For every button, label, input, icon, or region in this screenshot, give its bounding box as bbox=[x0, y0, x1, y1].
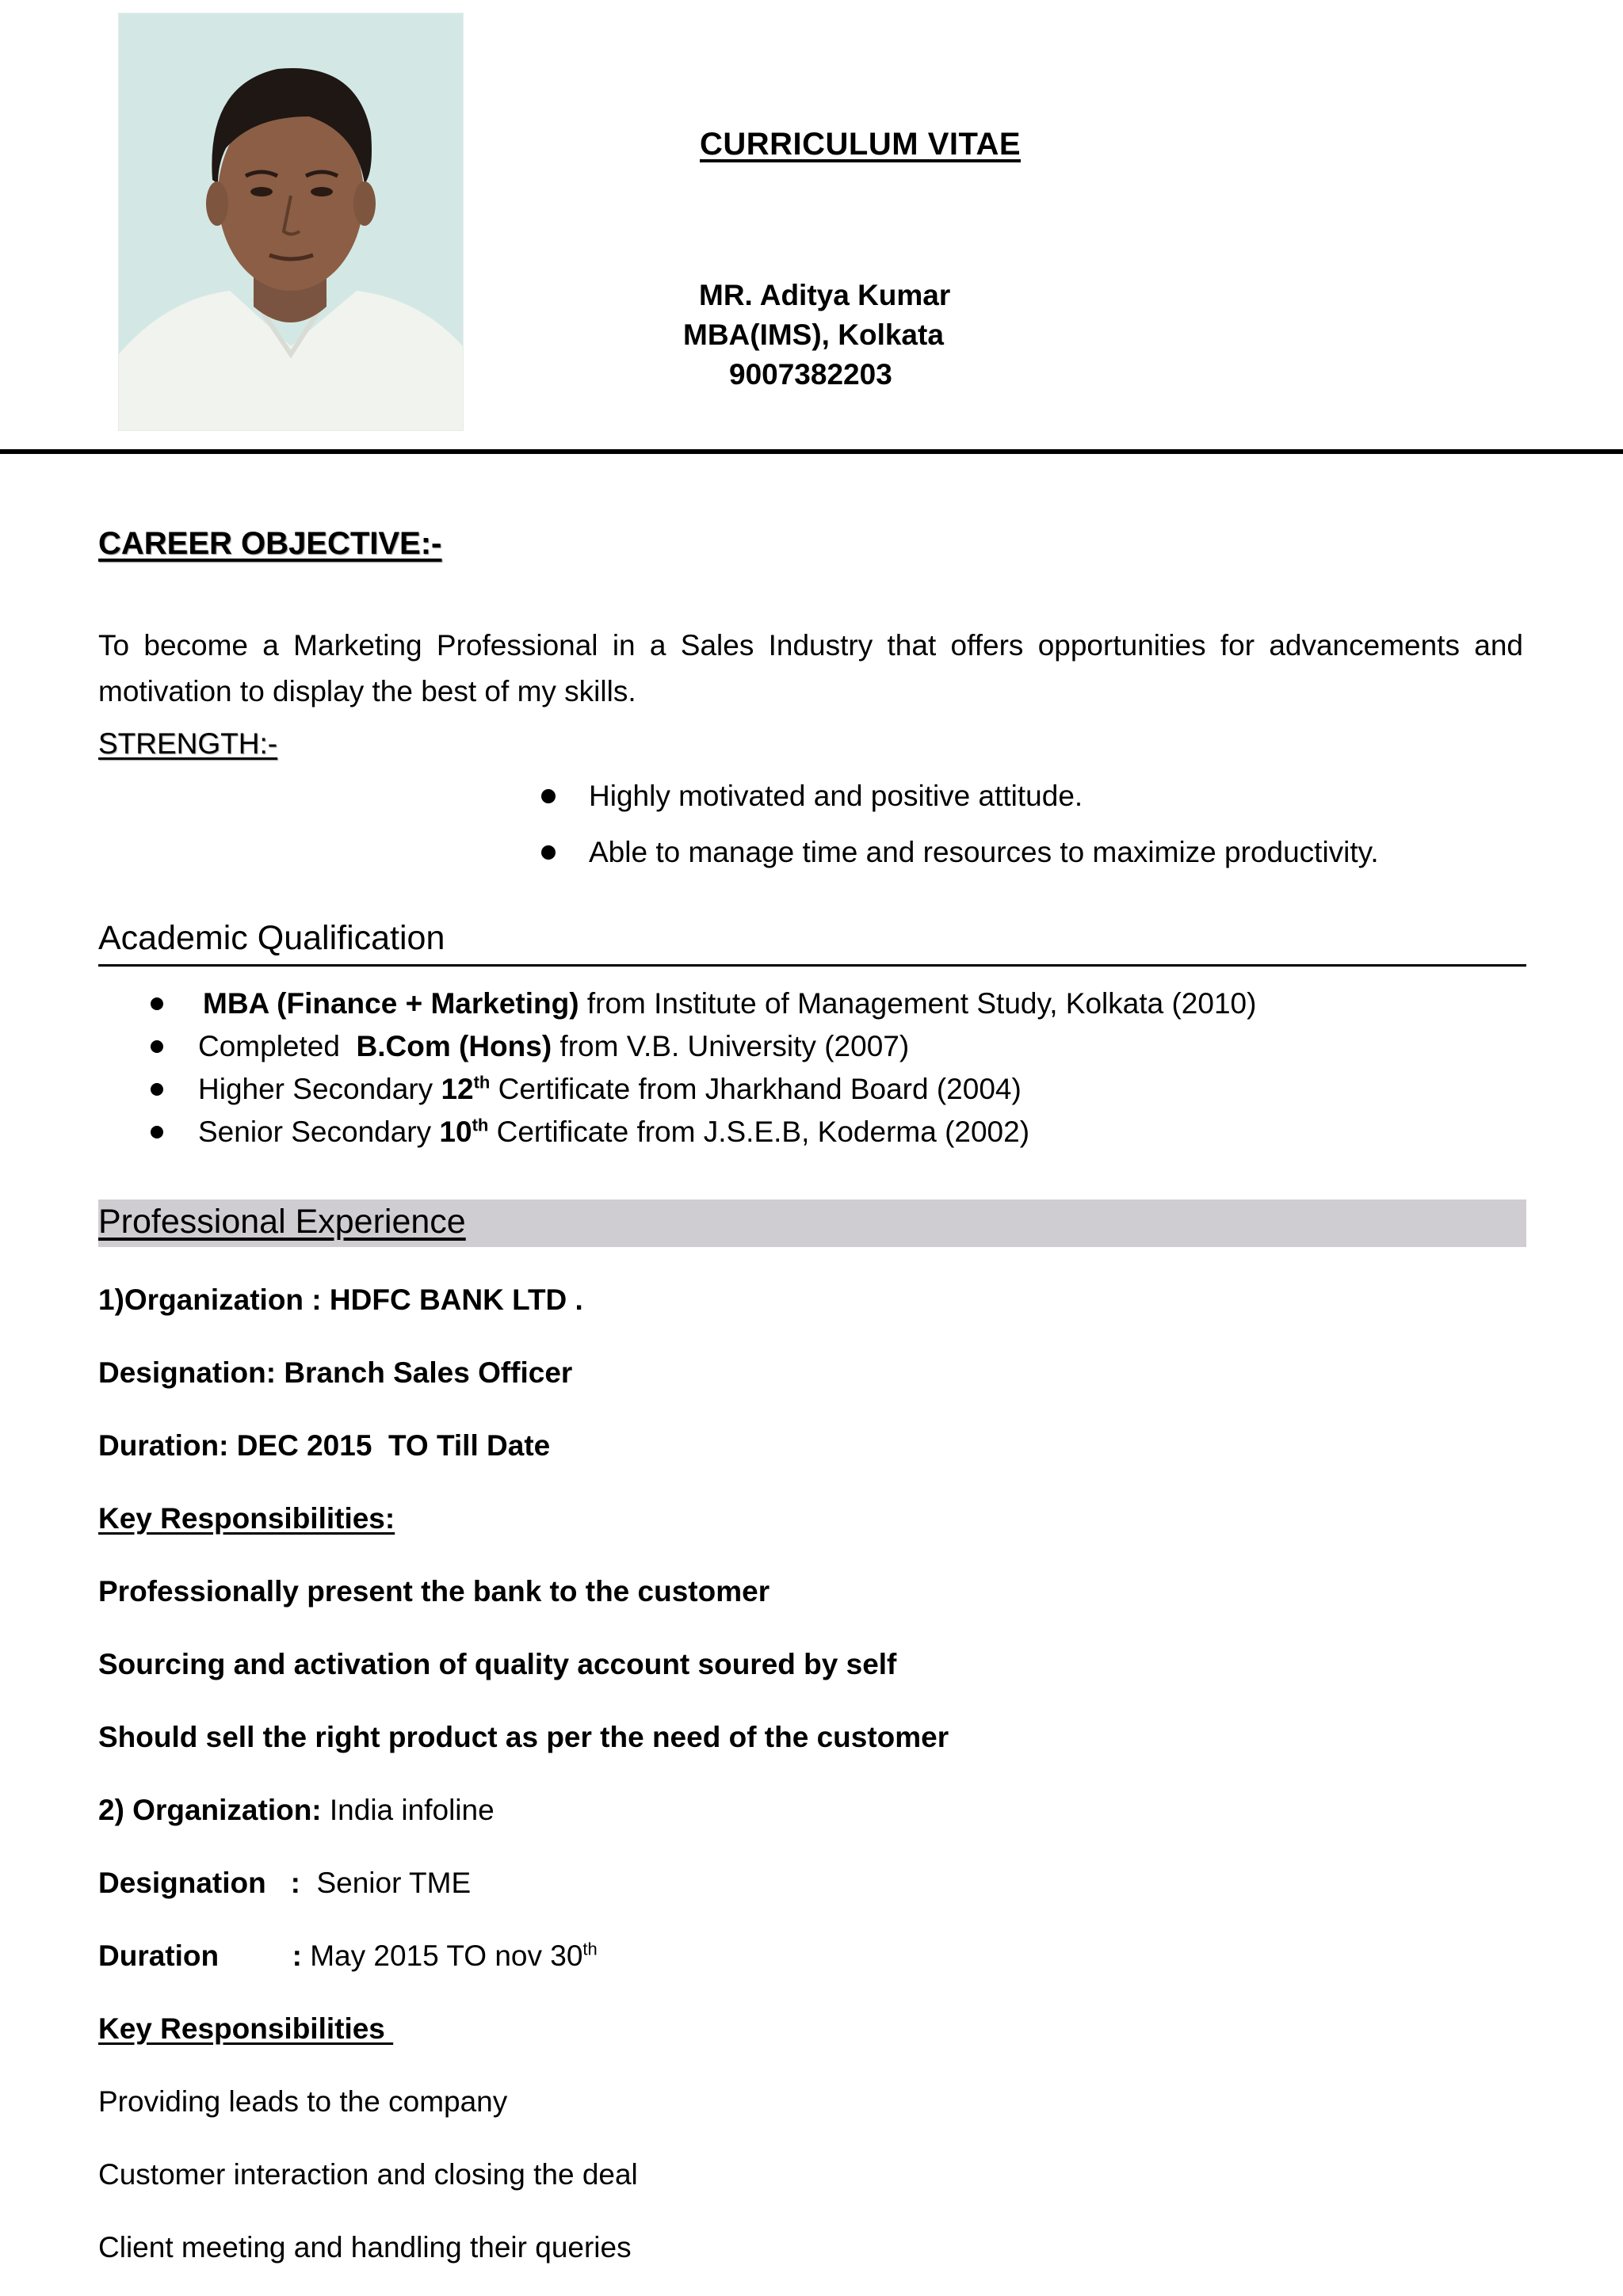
job2-responsibility: Customer interaction and closing the deal bbox=[98, 2158, 638, 2191]
academic-item bbox=[151, 1116, 1029, 1149]
strength-item bbox=[541, 836, 1379, 869]
experience-heading: Professional Experience bbox=[98, 1203, 466, 1241]
academic-detail: Certificate from Jharkhand Board (2004) bbox=[490, 1073, 1022, 1105]
job2-organization bbox=[98, 1794, 495, 1827]
document-title: CURRICULUM VITAE bbox=[700, 127, 1022, 162]
job1-duration: Duration: DEC 2015 TO Till Date bbox=[98, 1429, 551, 1462]
job2-duration bbox=[98, 1939, 598, 1973]
job2-designation-value: Senior TME bbox=[300, 1867, 472, 1899]
academic-grade-suffix: th bbox=[473, 1072, 491, 1093]
bullet-icon bbox=[151, 1083, 163, 1096]
academic-degree: B.Com (Hons) bbox=[356, 1030, 552, 1062]
candidate-degree: MBA(IMS), Kolkata bbox=[683, 318, 944, 351]
profile-photo bbox=[119, 13, 463, 430]
job1-designation: Designation: Branch Sales Officer bbox=[98, 1356, 573, 1389]
academic-grade: 10 bbox=[439, 1116, 472, 1148]
academic-prefix: Higher Secondary bbox=[198, 1073, 441, 1105]
bullet-icon bbox=[541, 845, 556, 860]
bullet-icon bbox=[151, 1126, 163, 1138]
job2-duration-label: Duration : bbox=[98, 1939, 302, 1972]
bullet-icon bbox=[541, 789, 556, 803]
academic-prefix: Senior Secondary bbox=[198, 1116, 440, 1148]
strength-item-text: Able to manage time and resources to maximize productivity. bbox=[589, 836, 1379, 868]
career-objective-text: To become a Marketing Professional in a Sales Industry that offers opportunities for advancements and motivation to display the best of my skills. bbox=[98, 629, 1523, 707]
job2-responsibility: Providing leads to the company bbox=[98, 2085, 508, 2118]
header-divider bbox=[0, 449, 1623, 454]
job1-key-responsibilities-heading: Key Responsibilities: bbox=[98, 1502, 395, 1535]
career-objective-heading: CAREER OBJECTIVE:- bbox=[98, 526, 442, 561]
job2-organization-label: 2) Organization: bbox=[98, 1794, 322, 1826]
job2-responsibility: Client meeting and handling their queries bbox=[98, 2231, 632, 2264]
academic-item bbox=[151, 1030, 909, 1063]
strength-item bbox=[541, 780, 1083, 813]
academic-item bbox=[151, 1073, 1022, 1106]
academic-divider bbox=[98, 964, 1526, 967]
academic-grade: 12 bbox=[441, 1073, 474, 1105]
job1-organization: 1)Organization : HDFC BANK LTD . bbox=[98, 1283, 583, 1316]
job2-duration-value: May 2015 TO nov 30 bbox=[301, 1939, 583, 1972]
job2-duration-suffix: th bbox=[582, 1939, 598, 1959]
academic-prefix: Completed bbox=[198, 1030, 357, 1062]
academic-detail: from V.B. University (2007) bbox=[552, 1030, 910, 1062]
strength-item-text: Highly motivated and positive attitude. bbox=[589, 780, 1083, 812]
academic-item bbox=[151, 987, 1256, 1020]
academic-detail: from Institute of Management Study, Kolkata (2010) bbox=[579, 987, 1257, 1020]
job1-responsibility: Professionally present the bank to the customer bbox=[98, 1575, 770, 1608]
bullet-icon bbox=[151, 1040, 163, 1053]
job2-organization-value: India infoline bbox=[321, 1794, 495, 1826]
job2-designation bbox=[98, 1867, 471, 1900]
job2-key-responsibilities-heading: Key Responsibilities bbox=[98, 2012, 394, 2045]
job1-responsibility: Sourcing and activation of quality account soured by self bbox=[98, 1648, 897, 1680]
candidate-phone: 9007382203 bbox=[729, 358, 892, 391]
strength-heading: STRENGTH:- bbox=[98, 727, 278, 760]
job2-designation-label: Designation : bbox=[98, 1867, 300, 1899]
job1-responsibility: Should sell the right product as per the need of the customer bbox=[98, 1721, 949, 1753]
academic-heading: Academic Qualification bbox=[98, 919, 445, 957]
bullet-icon bbox=[151, 997, 163, 1010]
candidate-name: MR. Aditya Kumar bbox=[699, 279, 951, 311]
academic-degree: MBA (Finance + Marketing) bbox=[203, 987, 579, 1020]
academic-detail: Certificate from J.S.E.B, Koderma (2002) bbox=[488, 1116, 1030, 1148]
academic-grade-suffix: th bbox=[472, 1115, 489, 1135]
